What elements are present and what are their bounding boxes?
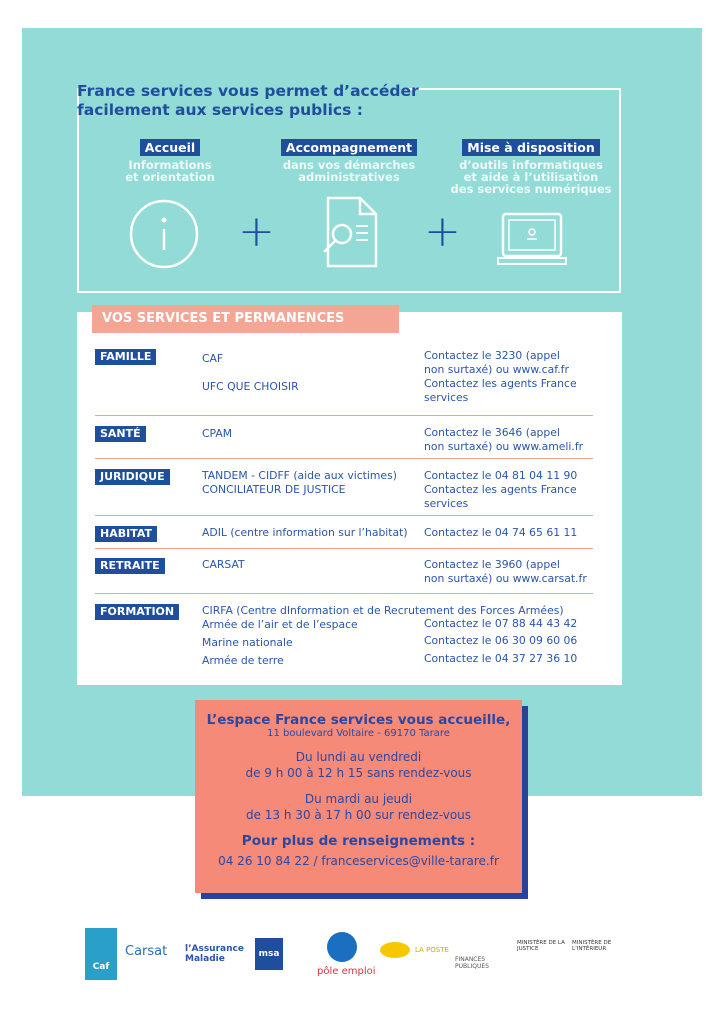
pole-emploi-logo-mark xyxy=(327,932,357,962)
frame-line xyxy=(408,88,621,90)
divider xyxy=(95,415,593,416)
info-icon xyxy=(128,198,200,270)
plus-icon: + xyxy=(424,206,461,257)
ministere-interieur-logo: MINISTÈRE DE L’INTÉRIEUR xyxy=(572,940,612,952)
laptop-icon xyxy=(497,212,567,268)
pole-emploi-logo: pôle emploi xyxy=(317,966,376,977)
assurance-maladie-logo: l’Assurance Maladie xyxy=(185,944,244,964)
finances-publiques-logo: FINANCES PUBLIQUES xyxy=(455,956,489,970)
ministere-justice-logo: MINISTÈRE DE LA JUSTICE xyxy=(517,940,565,952)
plus-icon: + xyxy=(238,206,275,257)
divider xyxy=(95,593,593,594)
msa-logo: msa xyxy=(255,938,283,970)
opening-hours-box: L’espace France services vous accueille, 11 boulevard Voltaire - 69170 Tarare Du lundi au vendredi de 9 h 00 à 12 h 15 sans rendez-vous Du mardi au jeudi de 13 h 30 à 17 h 00 sur rendez-vous Pour plus de renseignements : 04 26 10 84 22 / franceservices@ville-tarare.fr xyxy=(195,700,522,893)
document-search-icon xyxy=(318,196,380,270)
divider xyxy=(95,458,593,459)
services-heading: VOS SERVICES ET PERMANENCES xyxy=(92,305,399,333)
la-poste-logo-mark xyxy=(380,942,410,958)
pillar-accompagnement: Accompagnement dans vos démarches administratives xyxy=(282,140,416,184)
divider xyxy=(95,548,593,549)
divider xyxy=(95,515,593,516)
partner-logos xyxy=(85,928,625,988)
page-title: France services vous permet d’accéder facilement aux services publics : xyxy=(77,82,419,119)
la-poste-logo: LA POSTE xyxy=(415,946,449,954)
pillar-accueil: Accueil Informations et orientation xyxy=(125,140,215,184)
caf-logo: Caf xyxy=(85,928,117,980)
pillar-mise-a-disposition: Mise à disposition d’outils informatiques et aide à l’utilisation des services numériques xyxy=(450,140,612,196)
carsat-logo: Carsat xyxy=(125,944,168,959)
